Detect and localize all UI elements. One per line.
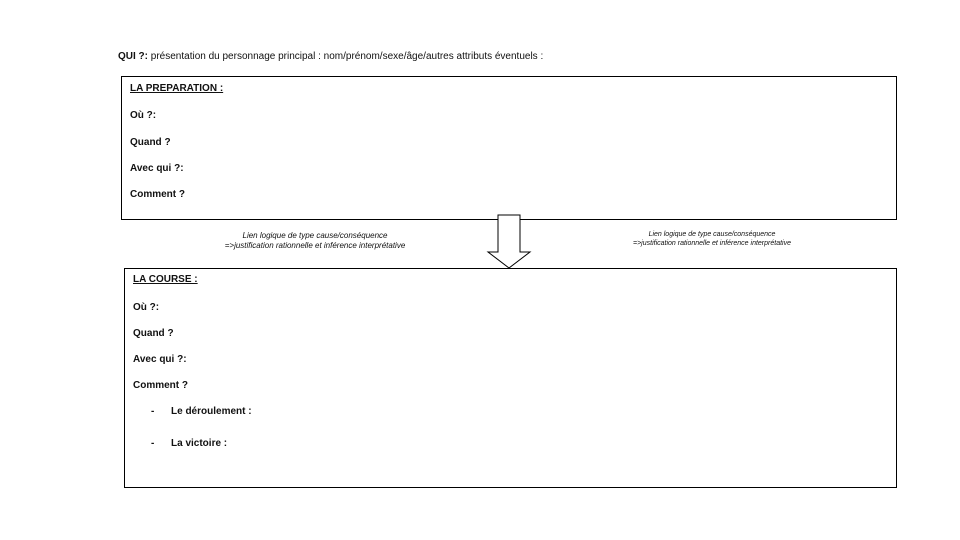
preparation-when: Quand ? — [130, 137, 171, 148]
bullet-label: Le déroulement : — [171, 406, 252, 417]
qui-text: présentation du personnage principal : nom/prénom/sexe/âge/autres attributs éventuels : — [148, 51, 544, 62]
down-arrow-icon — [486, 214, 532, 270]
link-note-left-line1: Lien logique de type cause/conséquence — [242, 231, 388, 240]
link-note-left — [210, 231, 420, 251]
qui-heading — [118, 51, 543, 62]
link-note-right-line2: =>justification rationnelle et inférence interprétative — [633, 239, 791, 247]
course-bullet-deroulement — [151, 406, 252, 417]
course-box — [124, 268, 897, 488]
course-bullet-victoire — [151, 438, 227, 449]
course-how: Comment ? — [133, 380, 188, 391]
preparation-how: Comment ? — [130, 189, 185, 200]
preparation-title: LA PREPARATION : — [130, 83, 224, 94]
preparation-with-whom: Avec qui ?: — [130, 163, 184, 174]
course-title: LA COURSE : — [133, 274, 198, 285]
link-note-right-line1: Lien logique de type cause/conséquence — [648, 231, 776, 238]
course-where: Où ?: — [133, 302, 160, 313]
link-note-left-line2: =>justification rationnelle et inférence interprétative — [224, 241, 406, 250]
course-when: Quand ? — [133, 328, 174, 339]
link-note-right — [612, 231, 812, 249]
bullet-dash: - — [151, 406, 155, 417]
bullet-label: La victoire : — [171, 438, 228, 449]
course-with-whom: Avec qui ?: — [133, 354, 187, 365]
bullet-dash: - — [151, 438, 155, 449]
qui-prefix: QUI ?: — [118, 51, 148, 62]
preparation-where: Où ?: — [130, 110, 157, 121]
preparation-box — [121, 76, 897, 220]
